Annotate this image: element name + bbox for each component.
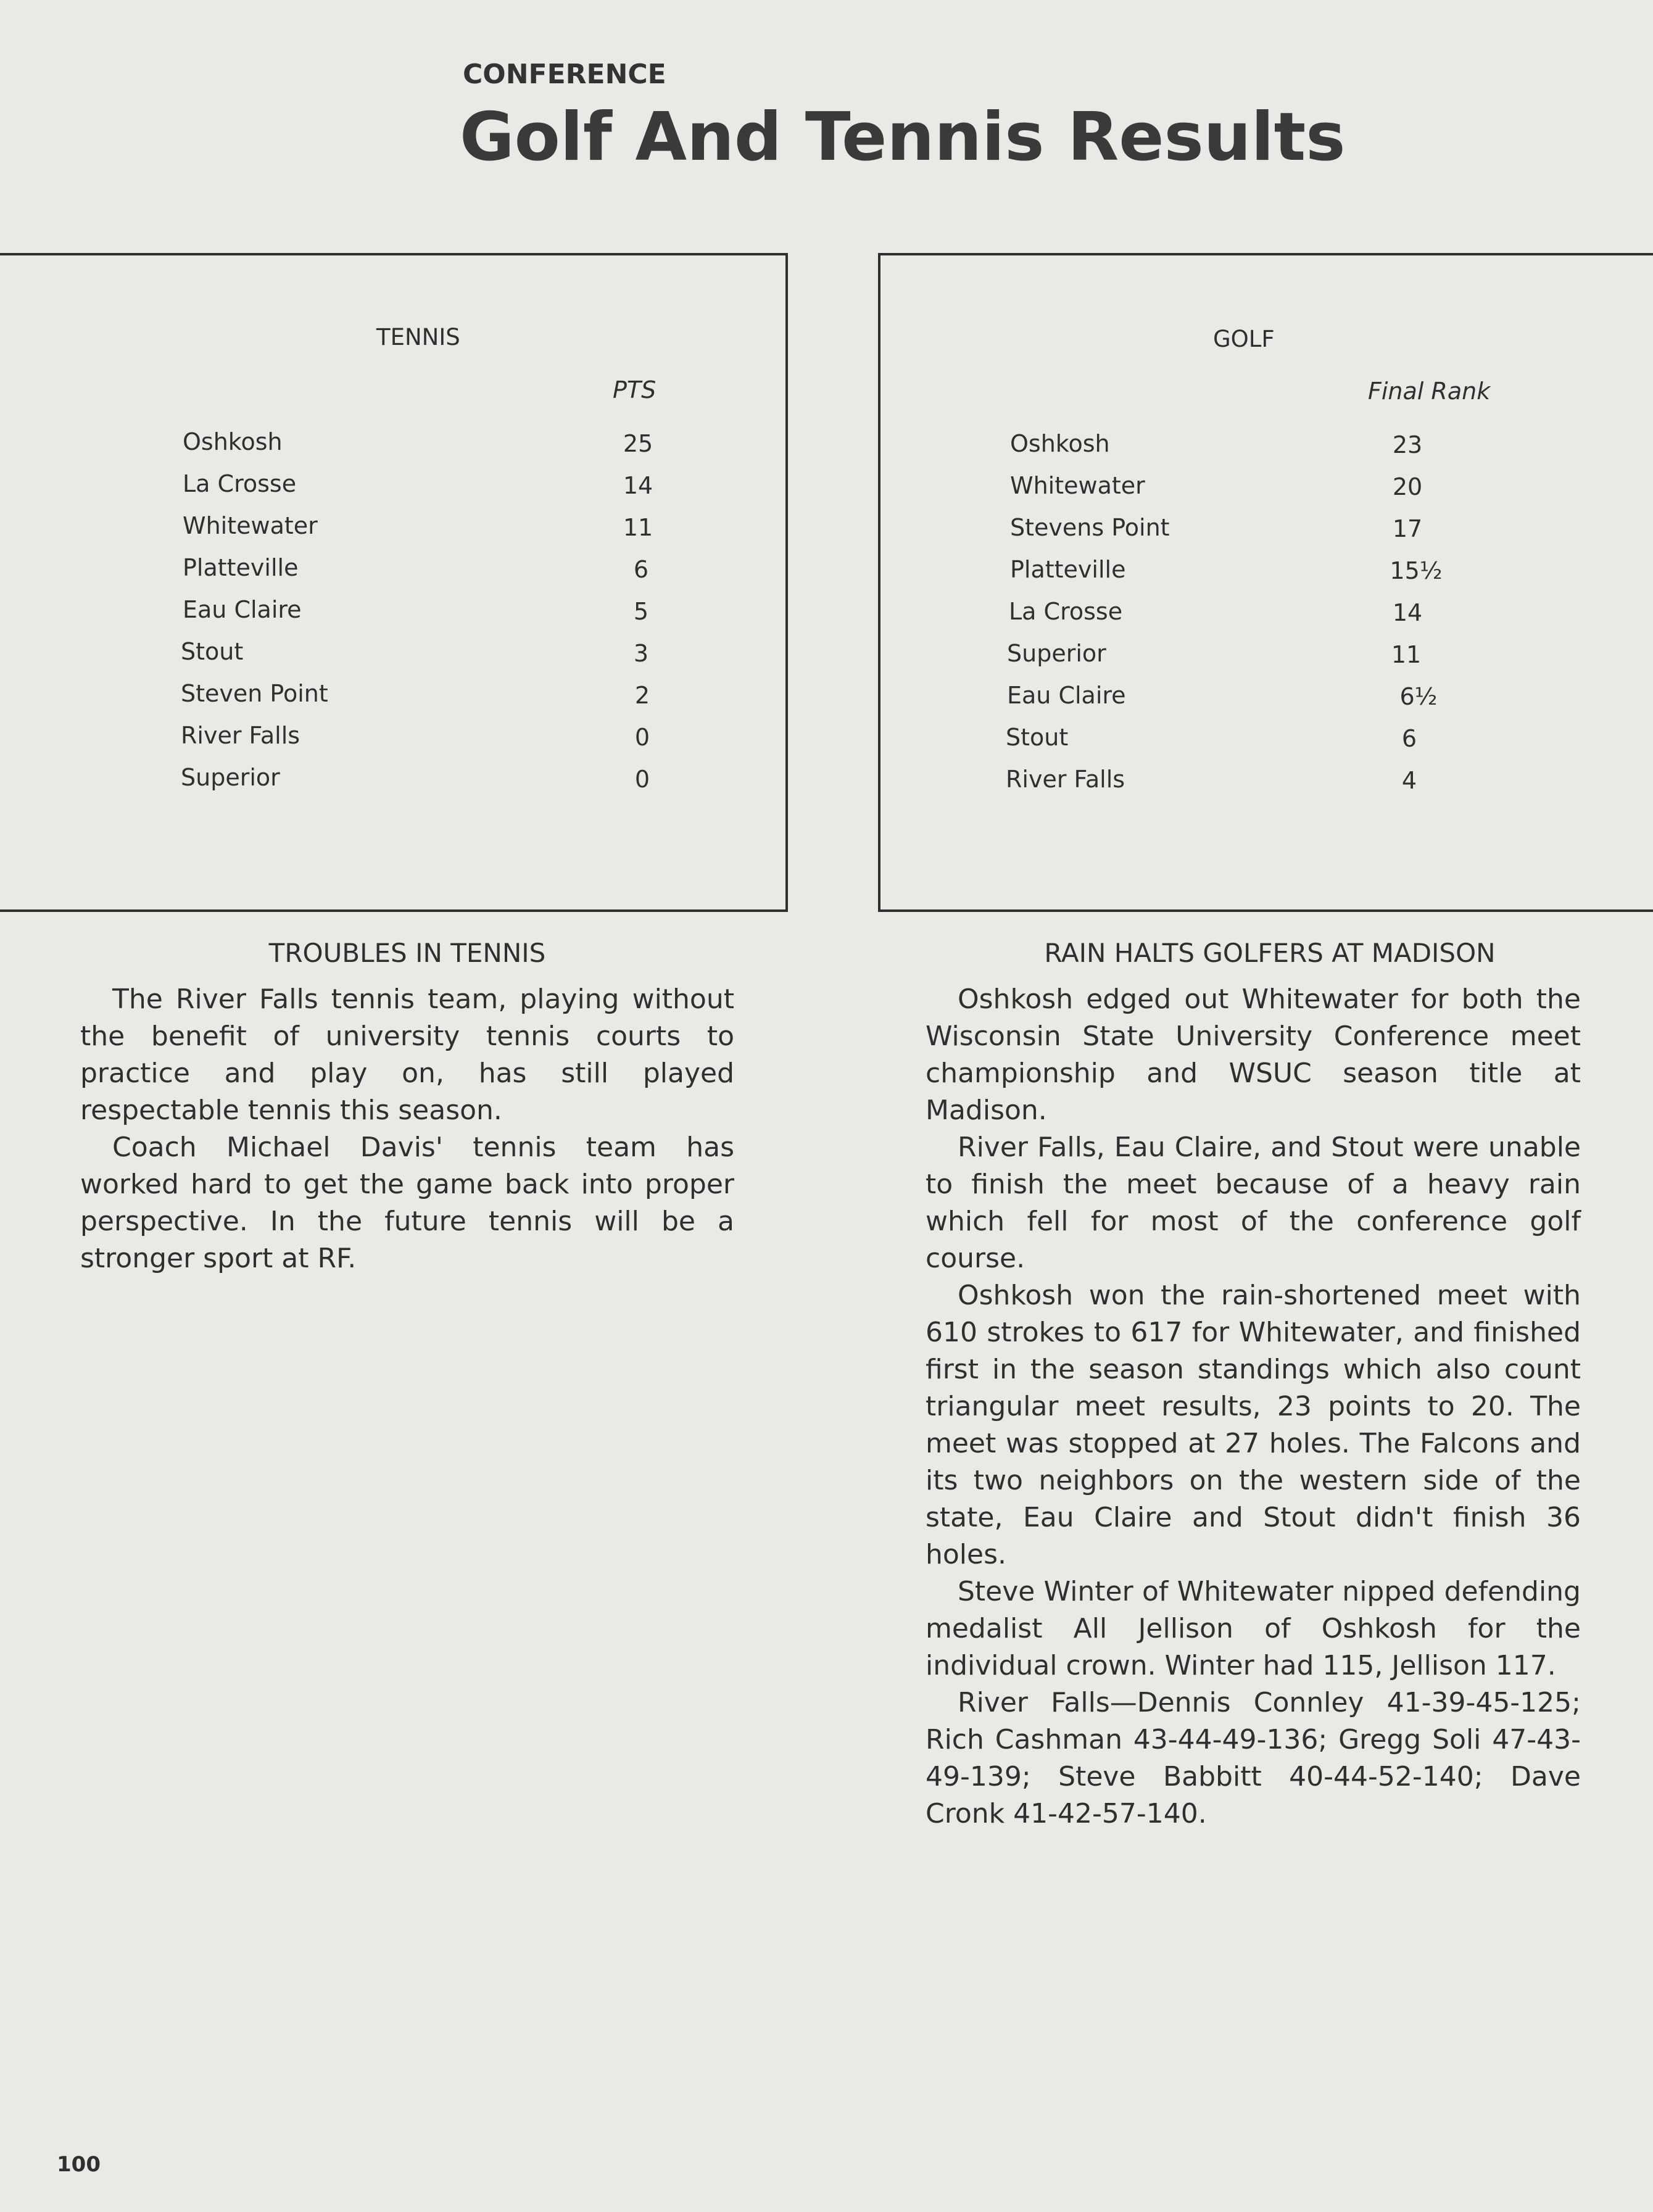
table-cell: 2	[634, 682, 650, 709]
golf-table-title: GOLF	[1213, 326, 1275, 352]
article-paragraph: Oshkosh won the rain-shortened meet with 610 strokes to 617 for Whitewater, and finished first in the season standings which also count triangular meet results, 23 points to 20. The meet was stopped at 27 holes. The Falcons and its two neighbors on the western side of the state, Eau Claire and Stout didn't finish 36 holes.	[926, 1280, 1581, 1570]
table-row: River Falls	[181, 722, 300, 749]
table-row: Superior	[1007, 640, 1106, 667]
tennis-article-body	[80, 981, 734, 1277]
golf-article-heading: RAIN HALTS GOLFERS AT MADISON	[1044, 938, 1496, 968]
article-paragraph: Steve Winter of Whitewater nipped defending medalist All Jellison of Oshkosh for the individual crown. Winter had 115, Jellison 117.	[926, 1576, 1581, 1681]
table-row: Stout	[1006, 724, 1069, 751]
table-row: Platteville	[183, 554, 299, 581]
table-cell: 14	[623, 472, 653, 499]
table-cell: 4	[1401, 767, 1417, 794]
table-row: Eau Claire	[1007, 682, 1126, 709]
table-cell: 20	[1392, 473, 1423, 500]
page-number: 100	[57, 2152, 101, 2177]
table-cell: 6	[1401, 725, 1417, 752]
table-cell: 17	[1392, 515, 1423, 542]
article-paragraph: River Falls—Dennis Connley 41-39-45-125; Rich Cashman 43-44-49-136; Gregg Soli 47-43-49-139; Steve Babbitt 40-44-52-140; Dave Cronk 41-42-57-140.	[926, 1687, 1581, 1829]
article-paragraph: The River Falls tennis team, playing without the benefit of university tennis courts to practice and play on, has still played respectable tennis this season.	[80, 984, 734, 1126]
table-cell: 23	[1392, 431, 1423, 458]
table-cell: 11	[623, 514, 653, 541]
table-row: Whitewater	[183, 512, 318, 539]
table-cell: 15½	[1390, 557, 1443, 584]
table-cell: 0	[634, 724, 650, 751]
table-row: Whitewater	[1010, 472, 1145, 499]
table-row: River Falls	[1006, 766, 1125, 793]
article-paragraph: Oshkosh edged out Whitewater for both the Wisconsin State University Conference meet championship and WSUC season title at Madison.	[926, 984, 1581, 1126]
table-row: Oshkosh	[1010, 430, 1110, 457]
tennis-article-heading: TROUBLES IN TENNIS	[268, 938, 546, 968]
golf-article-body	[926, 981, 1581, 1833]
header-kicker: CONFERENCE	[463, 59, 666, 90]
table-row: Steven Point	[181, 680, 328, 707]
table-cell: 11	[1391, 641, 1422, 668]
golf-column-header: Final Rank	[1368, 378, 1491, 405]
table-cell: 6	[633, 556, 649, 583]
tennis-table-title: TENNIS	[376, 324, 460, 350]
table-cell: 0	[634, 766, 650, 793]
table-row: Stevens Point	[1010, 514, 1170, 541]
table-row: Oshkosh	[183, 428, 283, 455]
article-paragraph: River Falls, Eau Claire, and Stout were unable to finish the meet because of a heavy rain which fell for most of the conference golf course.	[926, 1132, 1581, 1274]
table-cell: 14	[1392, 599, 1423, 626]
table-cell: 25	[623, 430, 653, 457]
table-row: Eau Claire	[183, 596, 302, 623]
article-paragraph: Coach Michael Davis' tennis team has worked hard to get the game back into proper perspective. In the future tennis will be a stronger sport at RF.	[80, 1132, 734, 1274]
table-row: Superior	[181, 764, 280, 791]
table-row: Stout	[181, 638, 244, 665]
table-row: La Crosse	[183, 470, 297, 497]
table-cell: 5	[633, 598, 649, 625]
table-row: La Crosse	[1009, 598, 1123, 625]
table-cell: 3	[633, 640, 649, 667]
table-row: Platteville	[1010, 556, 1126, 583]
page-title: Golf And Tennis Results	[460, 99, 1346, 176]
table-cell: 6½	[1399, 683, 1438, 710]
tennis-column-header: PTS	[613, 376, 657, 404]
